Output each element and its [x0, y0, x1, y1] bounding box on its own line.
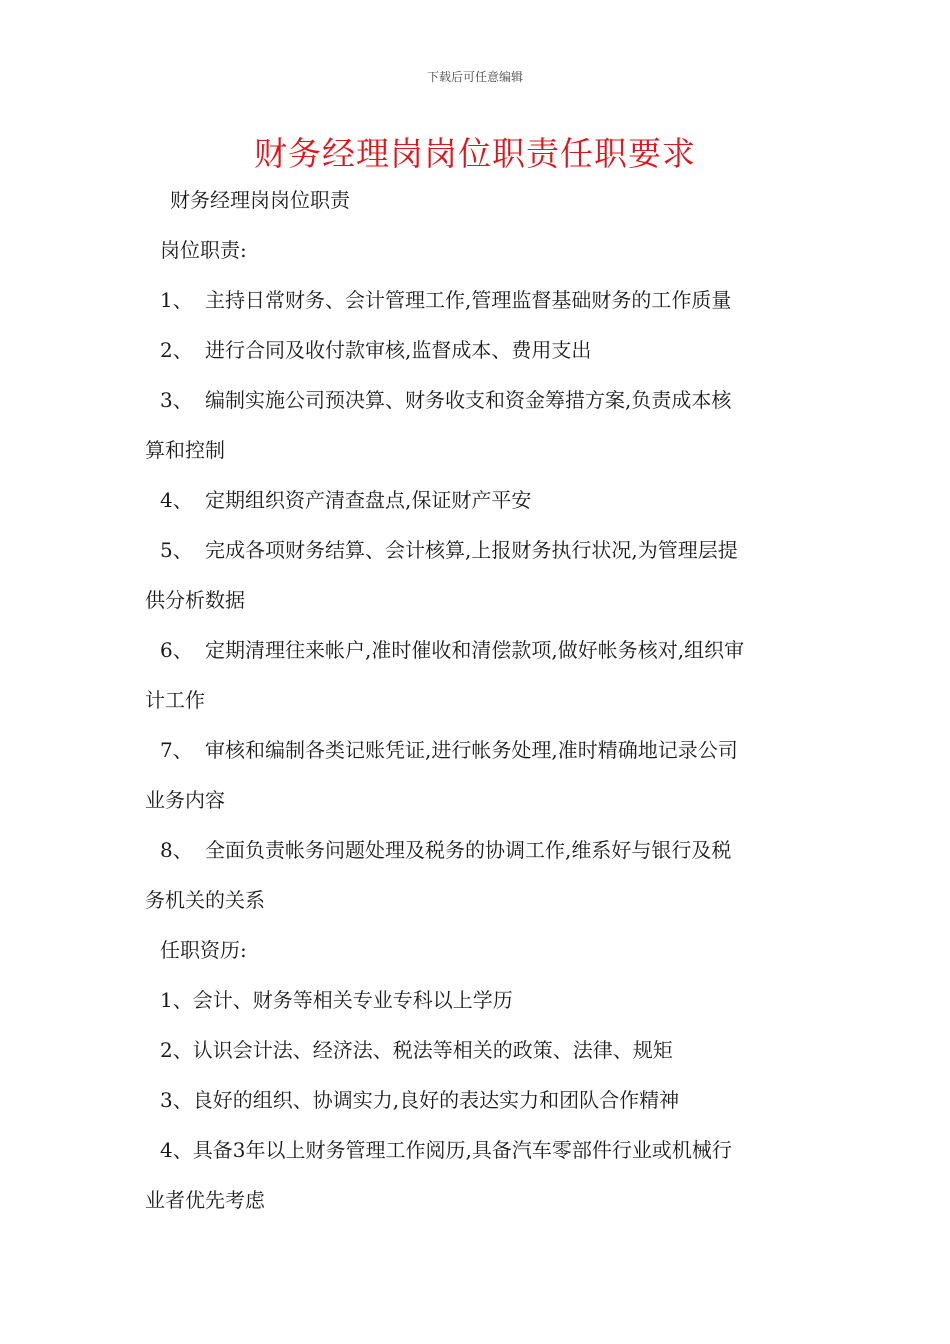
qualification-item-1 [145, 985, 840, 1015]
duty-item-4 [145, 485, 840, 515]
list-number: 3、 [160, 388, 193, 412]
list-text: 进行合同及收付款审核,监督成本、费用支出 [205, 338, 592, 362]
duty-item-2 [145, 335, 840, 365]
qualification-item-2 [145, 1035, 840, 1065]
duty-item-6 [145, 635, 840, 665]
list-text: 具备3年以上财务管理工作阅历,具备汽车零部件行业或机械行 [192, 1138, 732, 1162]
list-text: 全面负责帐务问题处理及税务的协调工作,维系好与银行及税 [205, 838, 732, 862]
list-text: 定期清理往来帐户,准时催收和清偿款项,做好帐务核对,组织审 [205, 638, 745, 662]
duty-item-8-continuation: 务机关的关系 [145, 888, 265, 912]
list-number: 3、 [160, 1088, 193, 1112]
list-number: 7、 [160, 738, 193, 762]
section-subtitle: 财务经理岗岗位职责 [170, 188, 350, 212]
page-title: 财务经理岗岗位职责任职要求 [254, 134, 696, 173]
duty-item-3-continuation: 算和控制 [145, 438, 225, 462]
duty-item-7 [145, 735, 840, 765]
list-number: 6、 [160, 638, 193, 662]
list-number: 1、 [160, 288, 193, 312]
list-number: 4、 [160, 1138, 193, 1162]
list-text: 会计、财务等相关专业专科以上学历 [192, 988, 513, 1012]
list-text: 主持日常财务、会计管理工作,管理监督基础财务的工作质量 [205, 288, 732, 312]
duty-item-1 [145, 285, 840, 315]
duties-heading: 岗位职责: [160, 238, 247, 262]
qualifications-heading: 任职资历: [160, 938, 247, 962]
duty-item-6-continuation: 计工作 [145, 688, 205, 712]
list-number: 8、 [160, 838, 193, 862]
duty-item-5-continuation: 供分析数据 [145, 588, 245, 612]
list-number: 4、 [160, 488, 193, 512]
qualification-item-3 [145, 1085, 840, 1115]
list-text: 定期组织资产清查盘点,保证财产平安 [205, 488, 532, 512]
list-text: 良好的组织、协调实力,良好的表达实力和团队合作精神 [192, 1088, 680, 1112]
list-text: 认识会计法、经济法、税法等相关的政策、法律、规矩 [192, 1038, 673, 1062]
duty-item-7-continuation: 业务内容 [145, 788, 225, 812]
qualification-item-4 [145, 1135, 840, 1165]
header-note: 下载后可任意编辑 [426, 70, 523, 84]
list-text: 审核和编制各类记账凭证,进行帐务处理,准时精确地记录公司 [205, 738, 738, 762]
list-text: 编制实施公司预决算、财务收支和资金筹措方案,负责成本核 [205, 388, 732, 412]
duty-item-5 [145, 535, 840, 565]
duty-item-3 [145, 385, 840, 415]
list-number: 2、 [160, 338, 193, 362]
duty-item-8 [145, 835, 840, 865]
list-number: 2、 [160, 1038, 193, 1062]
list-number: 5、 [160, 538, 193, 562]
list-text: 完成各项财务结算、会计核算,上报财务执行状况,为管理层提 [205, 538, 738, 562]
list-number: 1、 [160, 988, 193, 1012]
qualification-item-4-continuation: 业者优先考虑 [145, 1188, 265, 1212]
